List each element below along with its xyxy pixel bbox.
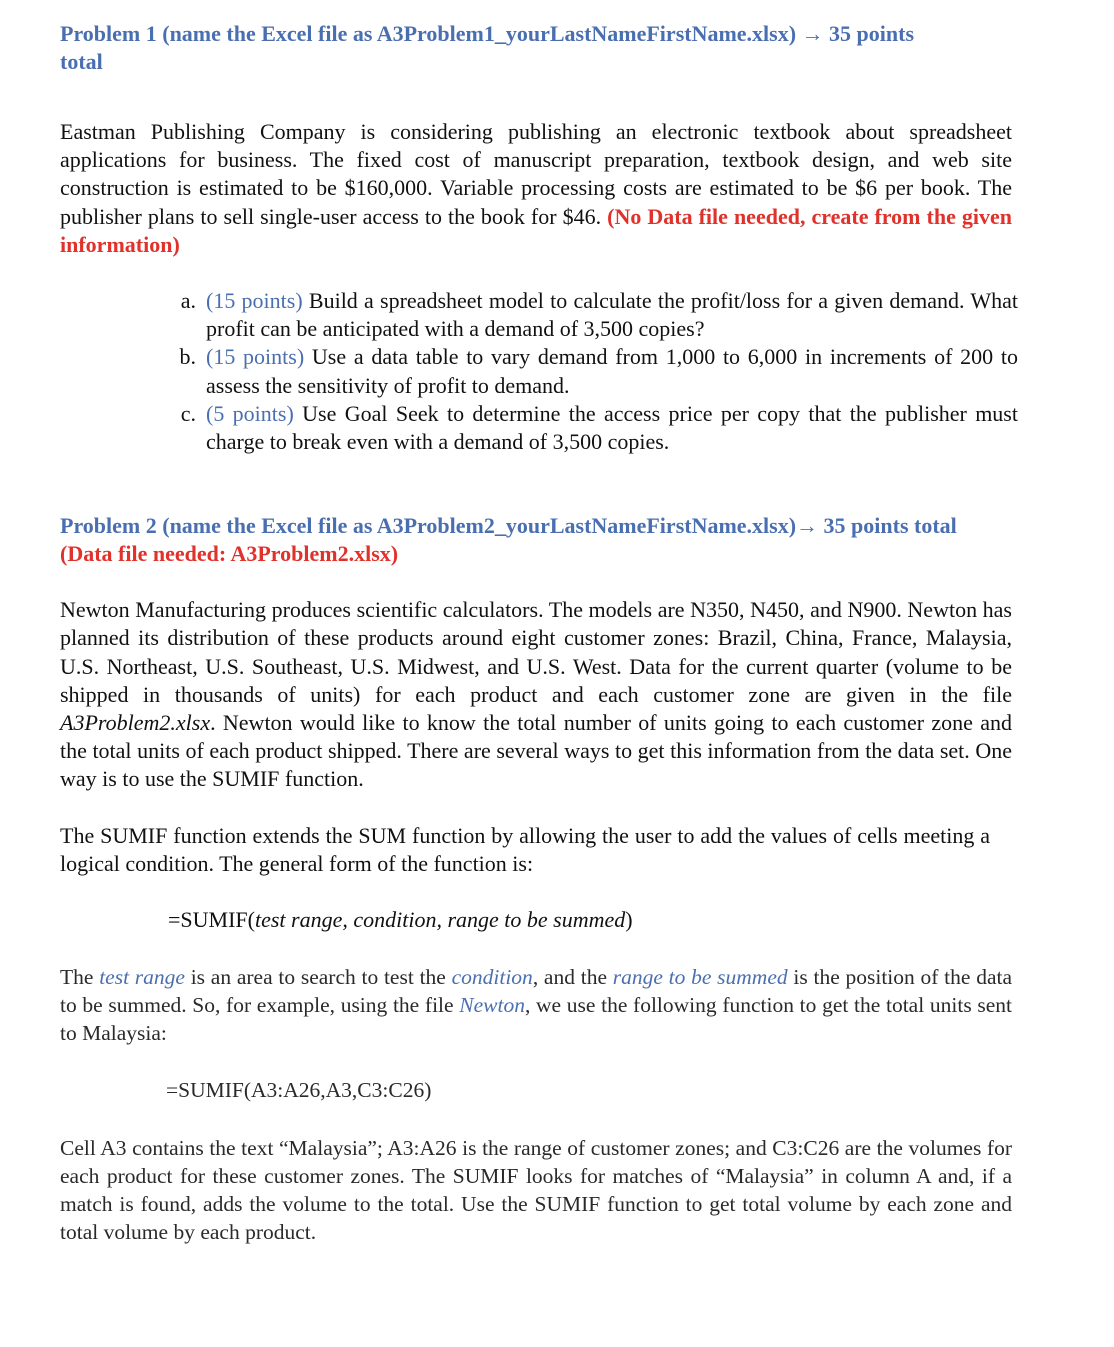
task-item-b xyxy=(60,343,1018,399)
para3-term-range-summed: range to be summed xyxy=(612,965,788,990)
task-marker-c: c. xyxy=(180,400,196,426)
general-formula xyxy=(60,906,1020,934)
problem2-paragraph-2 xyxy=(60,822,990,878)
task-points-a: (15 points) xyxy=(206,288,303,314)
problem1-intro xyxy=(60,118,1012,259)
para3-end: , we use the following function to get the total units sent to Malaysia: xyxy=(60,992,1012,1045)
task-text-a: Build a spreadsheet model to calculate the profit/loss for a given demand. What profit can be anticipated with a demand of 3,500 copies? xyxy=(206,288,1018,342)
problem2-paragraph-4 xyxy=(60,1135,1012,1246)
problem1-heading xyxy=(60,20,960,76)
para3-term-test-range: test range xyxy=(99,965,185,990)
task-marker-a: a. xyxy=(180,288,196,314)
problem1-intro-text: Eastman Publishing Company is considering publishing an electronic textbook about spreadsheet applications for business. The fixed cost of manuscript preparation, textbook design, and web site construction is estimated to be $160,000. Variable processing costs are estimated to be $6 per book. The publisher plans to sell single-user access to the book for $46. xyxy=(60,119,1012,229)
task-item-a xyxy=(60,287,1018,343)
problem2-para1-a: Newton Manufacturing produces scientific calculators. The models are N350, N450, and N900. Newton has planned its distribution of these products around eight customer zones: Brazil, China, France, Malaysia, U.S. Northeast, U.S. Southeast, U.S. Midwest, and U.S. West. Data for the current quarter (volume to be shipped in thousands of units) for each product and each customer zone are given in the file xyxy=(60,597,1012,707)
task-points-c: (5 points) xyxy=(206,400,294,426)
task-points-b: (15 points) xyxy=(206,344,305,370)
problem2-paragraph-3 xyxy=(60,964,1012,1047)
para3-the: The xyxy=(60,965,94,990)
problem2-para2-text: The SUMIF function extends the SUM function by allowing the user to add the values of cells meeting a logical condition. The general form of the function is: xyxy=(60,822,990,876)
para3-mid1: is an area to search to test the xyxy=(190,965,446,990)
document-page xyxy=(60,20,1020,1246)
general-formula-args: test range, condition, range to be summed xyxy=(254,907,626,933)
example-formula-text: =SUMIF(A3:A26,A3,C3:C26) xyxy=(166,1078,432,1103)
example-formula xyxy=(60,1077,1020,1105)
task-marker-b: b. xyxy=(179,344,196,370)
problem1-heading-text: Problem 1 (name the Excel file as A3Problem1_yourLastNameFirstName.xlsx) → 35 points total xyxy=(60,21,915,74)
problem1-intro-note: (No Data file needed, create from the given information) xyxy=(60,203,1012,257)
problem2-para1-b: . Newton would like to know the total number of units going to each customer zone and the total units of each product shipped. There are several ways to get this information from the data set. One way is to use the SUMIF function. xyxy=(60,710,1012,792)
para3-term-newton: Newton xyxy=(459,992,525,1017)
general-formula-suffix: ) xyxy=(625,907,633,933)
problem2-heading-note: (Data file needed: A3Problem2.xlsx) xyxy=(60,541,399,567)
para4-text: Cell A3 contains the text “Malaysia”; A3:A26 is the range of customer zones; and C3:C26 are the volumes for each product for these customer zones. The SUMIF looks for matches of “Malaysia” in column A and, if a match is found, adds the volume to the total. Use the SUMIF function to get total volume by each zone and total volume by each product. xyxy=(60,1136,1012,1244)
problem2-heading-text: Problem 2 (name the Excel file as A3Problem2_yourLastNameFirstName.xlsx)→ 35 points total xyxy=(60,513,957,539)
task-text-b: Use a data table to vary demand from 1,000 to 6,000 in increments of 200 to assess the sensitivity of profit to demand. xyxy=(206,344,1018,398)
para3-mid2: , and the xyxy=(532,965,607,990)
problem1-task-list xyxy=(60,287,1018,456)
problem2-data-file: A3Problem2.xlsx xyxy=(60,710,211,736)
para3-term-condition: condition xyxy=(451,965,533,990)
problem2-heading xyxy=(60,512,1010,568)
task-text-c: Use Goal Seek to determine the access price per copy that the publisher must charge to break even with a demand of 3,500 copies. xyxy=(206,400,1018,455)
task-item-c xyxy=(60,400,1018,456)
general-formula-prefix: =SUMIF( xyxy=(168,907,255,933)
para3-mid3: is the position of the data to be summed. So, for example, using the file xyxy=(60,965,1013,1017)
problem2-paragraph-1 xyxy=(60,596,1012,793)
